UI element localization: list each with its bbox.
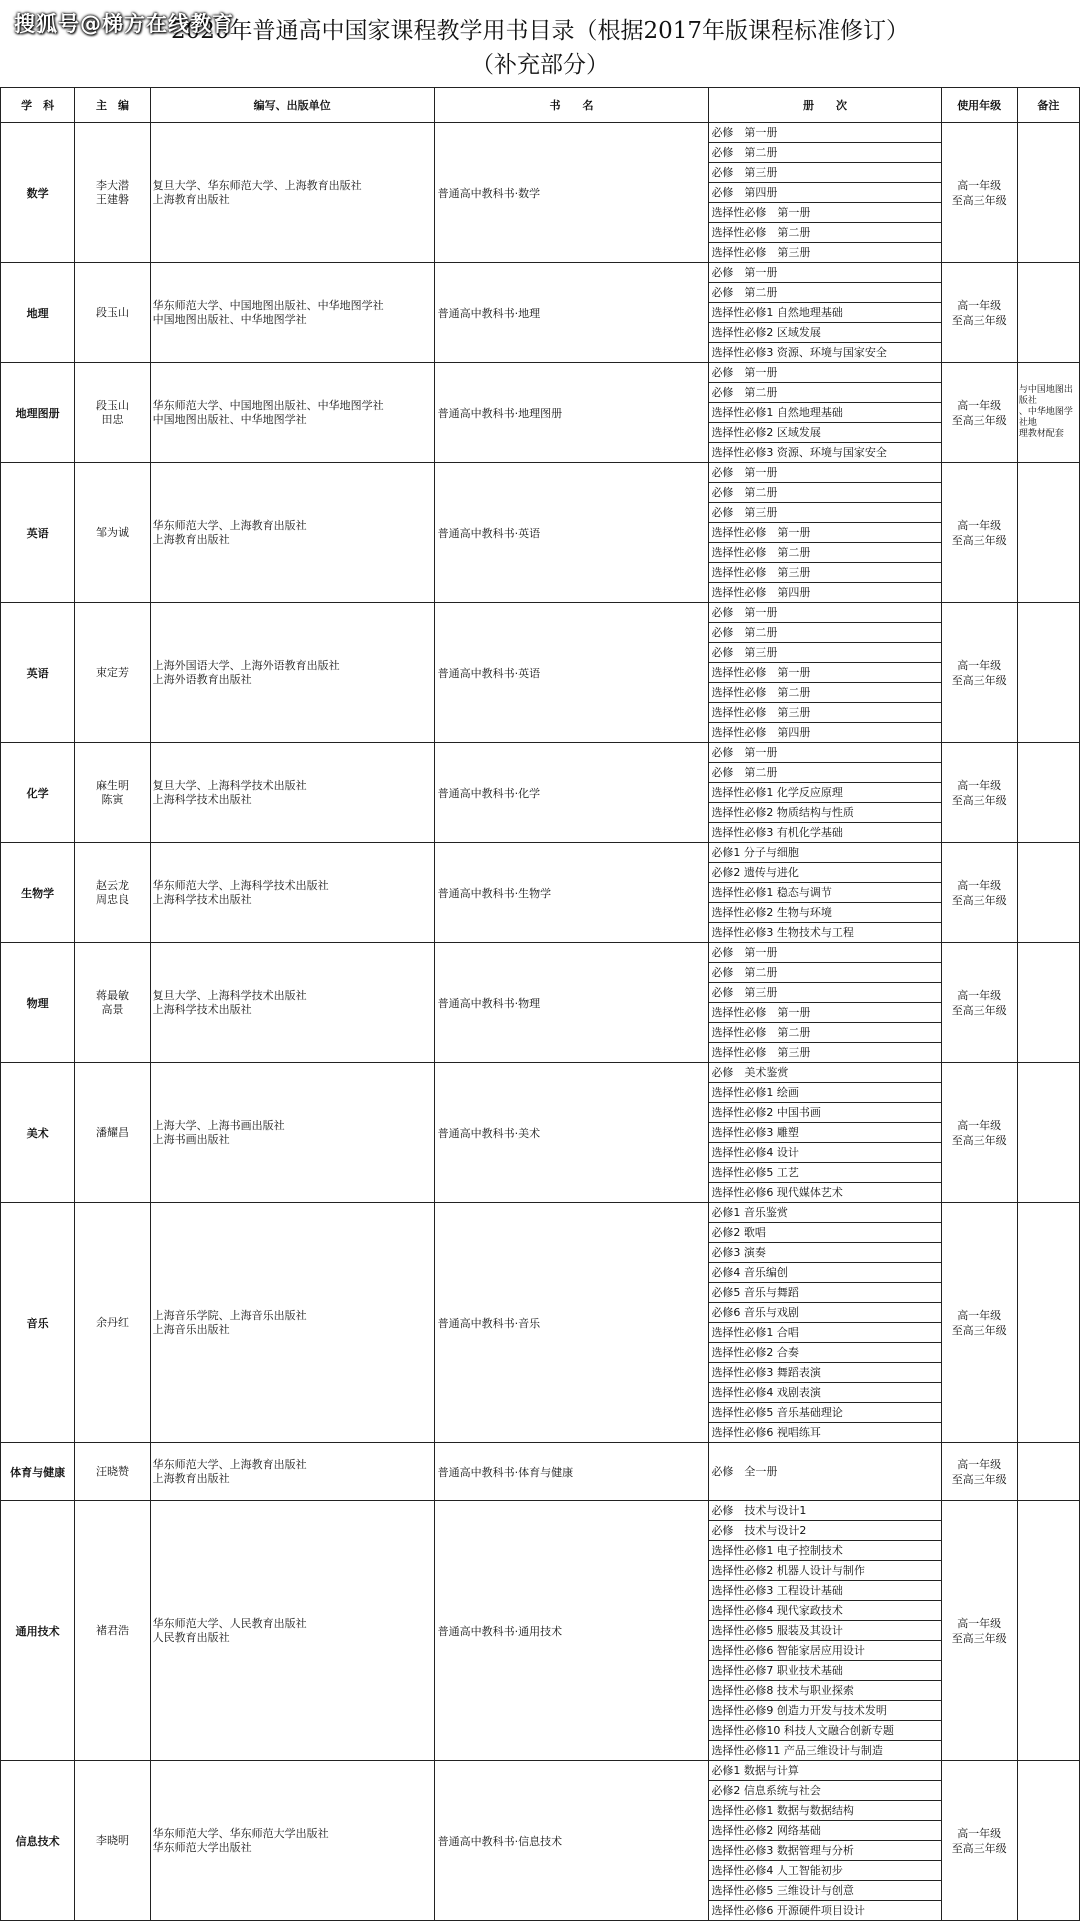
volume-cell: 选择性必修1 数据与数据结构 xyxy=(709,1801,941,1821)
note-cell xyxy=(1017,1443,1079,1501)
publisher-cell xyxy=(150,743,434,843)
volume-cell: 必修 美术鉴赏 xyxy=(709,1063,941,1083)
table-row xyxy=(1,1761,1080,1781)
publisher-cell xyxy=(150,363,434,463)
book-title-cell: 普通高中教科书·生物学 xyxy=(434,843,709,943)
volume-cell: 选择性必修2 区域发展 xyxy=(709,423,941,443)
subject-cell: 通用技术 xyxy=(1,1501,75,1761)
volume-cell: 必修3 演奏 xyxy=(709,1243,941,1263)
volume-cell: 选择性必修4 戏剧表演 xyxy=(709,1383,941,1403)
editor-cell xyxy=(75,743,150,843)
grade-line: 至高三年级 xyxy=(951,1323,1007,1337)
volume-cell: 选择性必修7 职业技术基础 xyxy=(709,1661,941,1681)
publisher-cell xyxy=(150,1761,434,1921)
volume-cell: 选择性必修3 数据管理与分析 xyxy=(709,1841,941,1861)
book-title-cell: 普通高中教科书·英语 xyxy=(434,463,709,603)
grade-line: 高一年级 xyxy=(957,1308,1002,1322)
volume-cell: 必修 第一册 xyxy=(709,743,941,763)
publisher-cell xyxy=(150,843,434,943)
volume-cell: 选择性必修 第四册 xyxy=(709,723,941,743)
note-cell xyxy=(1017,1761,1079,1921)
volume-cell: 选择性必修1 绘画 xyxy=(709,1083,941,1103)
watermark: 搜狐号@梯方在线教育 xyxy=(14,12,234,36)
publisher-line: 上海外国语大学、上海外语教育出版社 xyxy=(152,658,340,672)
volume-cell: 必修 第一册 xyxy=(709,463,941,483)
volume-cell: 选择性必修4 人工智能初步 xyxy=(709,1861,941,1881)
note-cell xyxy=(1017,843,1079,943)
volume-cell: 选择性必修 第二册 xyxy=(709,1023,941,1043)
publisher-line: 复旦大学、上海科学技术出版社 xyxy=(152,778,307,792)
subject-cell: 物理 xyxy=(1,943,75,1063)
book-title-cell: 普通高中教科书·地理 xyxy=(434,263,709,363)
volume-cell: 选择性必修3 资源、环境与国家安全 xyxy=(709,443,941,463)
volume-cell: 必修 第三册 xyxy=(709,643,941,663)
grade-line: 高一年级 xyxy=(957,398,1002,412)
volume-cell: 必修 第二册 xyxy=(709,483,941,503)
table-row xyxy=(1,603,1080,623)
note-cell xyxy=(1017,743,1079,843)
header-note: 备注 xyxy=(1017,88,1079,123)
editor-name: 李晓明 xyxy=(95,1833,129,1847)
note-cell xyxy=(1017,1501,1079,1761)
volume-cell: 选择性必修5 工艺 xyxy=(709,1163,941,1183)
grade-line: 至高三年级 xyxy=(951,673,1007,687)
volume-cell: 必修 第二册 xyxy=(709,963,941,983)
volume-cell: 选择性必修3 舞蹈表演 xyxy=(709,1363,941,1383)
grade-cell xyxy=(941,1761,1017,1921)
editor-name: 高景 xyxy=(101,1002,124,1016)
volume-cell: 必修 第二册 xyxy=(709,283,941,303)
volume-cell: 必修5 音乐与舞蹈 xyxy=(709,1283,941,1303)
volume-cell: 必修 第四册 xyxy=(709,183,941,203)
book-title-cell: 普通高中教科书·数学 xyxy=(434,123,709,263)
table-row xyxy=(1,1443,1080,1501)
grade-line: 至高三年级 xyxy=(951,413,1007,427)
editor-name: 周忠良 xyxy=(95,892,129,906)
grade-line: 至高三年级 xyxy=(951,1841,1007,1855)
volume-cell: 选择性必修 第三册 xyxy=(709,703,941,723)
editor-cell xyxy=(75,123,150,263)
publisher-cell xyxy=(150,463,434,603)
volume-cell: 必修 第二册 xyxy=(709,143,941,163)
editor-cell xyxy=(75,603,150,743)
editor-name: 潘耀昌 xyxy=(95,1125,129,1139)
volume-cell: 选择性必修3 雕塑 xyxy=(709,1123,941,1143)
subject-cell: 体育与健康 xyxy=(1,1443,75,1501)
volume-cell: 选择性必修2 物质结构与性质 xyxy=(709,803,941,823)
grade-cell xyxy=(941,1443,1017,1501)
editor-name: 束定芳 xyxy=(95,665,129,679)
grade-line: 至高三年级 xyxy=(951,1003,1007,1017)
volume-cell: 选择性必修1 稳态与调节 xyxy=(709,883,941,903)
volume-cell: 选择性必修2 区域发展 xyxy=(709,323,941,343)
editor-cell xyxy=(75,1501,150,1761)
volume-cell: 选择性必修1 化学反应原理 xyxy=(709,783,941,803)
editor-cell xyxy=(75,363,150,463)
publisher-line: 华东师范大学、上海教育出版社 xyxy=(152,518,307,532)
volume-cell: 选择性必修 第一册 xyxy=(709,523,941,543)
publisher-cell xyxy=(150,1501,434,1761)
volume-cell: 必修 第一册 xyxy=(709,263,941,283)
grade-line: 至高三年级 xyxy=(951,1133,1007,1147)
grade-line: 至高三年级 xyxy=(951,1631,1007,1645)
publisher-cell xyxy=(150,263,434,363)
volume-cell: 选择性必修 第一册 xyxy=(709,203,941,223)
subject-cell: 地理 xyxy=(1,263,75,363)
publisher-line: 中国地图出版社、中华地图学社 xyxy=(152,312,307,326)
publisher-line: 上海教育出版社 xyxy=(152,192,230,206)
volume-cell: 必修 第一册 xyxy=(709,363,941,383)
table-row xyxy=(1,743,1080,763)
publisher-line: 上海科学技术出版社 xyxy=(152,1002,252,1016)
volume-cell: 选择性必修1 电子控制技术 xyxy=(709,1541,941,1561)
volume-cell: 必修 第一册 xyxy=(709,603,941,623)
volume-cell: 选择性必修2 网络基础 xyxy=(709,1821,941,1841)
note-cell xyxy=(1017,1063,1079,1203)
note-cell xyxy=(1017,463,1079,603)
volume-cell: 必修 全一册 xyxy=(709,1443,941,1501)
volume-cell: 必修1 分子与细胞 xyxy=(709,843,941,863)
textbook-table xyxy=(0,87,1080,1921)
volume-cell: 必修 技术与设计2 xyxy=(709,1521,941,1541)
book-title-cell: 普通高中教科书·物理 xyxy=(434,943,709,1063)
volume-cell: 必修1 音乐鉴赏 xyxy=(709,1203,941,1223)
volume-cell: 必修2 信息系统与社会 xyxy=(709,1781,941,1801)
editor-name: 李大潜 xyxy=(95,178,129,192)
editor-name: 段玉山 xyxy=(95,398,129,412)
grade-line: 至高三年级 xyxy=(951,193,1007,207)
grade-line: 高一年级 xyxy=(957,178,1002,192)
book-title-cell: 普通高中教科书·通用技术 xyxy=(434,1501,709,1761)
grade-cell xyxy=(941,1501,1017,1761)
subject-cell: 生物学 xyxy=(1,843,75,943)
volume-cell: 必修 第三册 xyxy=(709,503,941,523)
subject-cell: 音乐 xyxy=(1,1203,75,1443)
volume-cell: 选择性必修11 产品三维设计与制造 xyxy=(709,1741,941,1761)
book-title-cell: 普通高中教科书·化学 xyxy=(434,743,709,843)
volume-cell: 必修 第三册 xyxy=(709,983,941,1003)
grade-line: 高一年级 xyxy=(957,878,1002,892)
grade-line: 至高三年级 xyxy=(951,793,1007,807)
note-line: 理教材配套 xyxy=(1018,429,1064,439)
volume-cell: 选择性必修3 有机化学基础 xyxy=(709,823,941,843)
editor-name: 赵云龙 xyxy=(95,878,129,892)
table-row xyxy=(1,1203,1080,1223)
volume-cell: 必修 第二册 xyxy=(709,623,941,643)
publisher-line: 上海科学技术出版社 xyxy=(152,792,252,806)
grade-line: 至高三年级 xyxy=(951,533,1007,547)
volume-cell: 选择性必修3 资源、环境与国家安全 xyxy=(709,343,941,363)
publisher-line: 华东师范大学、人民教育出版社 xyxy=(152,1616,307,1630)
publisher-line: 华东师范大学、上海科学技术出版社 xyxy=(152,878,329,892)
book-title-cell: 普通高中教科书·信息技术 xyxy=(434,1761,709,1921)
volume-cell: 选择性必修5 音乐基础理论 xyxy=(709,1403,941,1423)
header-publisher: 编写、出版单位 xyxy=(150,88,434,123)
note-line: 与中国地图出版社 xyxy=(1018,385,1073,406)
table-row xyxy=(1,843,1080,863)
volume-cell: 选择性必修10 科技人文融合创新专题 xyxy=(709,1721,941,1741)
grade-line: 高一年级 xyxy=(957,518,1002,532)
subject-cell: 信息技术 xyxy=(1,1761,75,1921)
table-row xyxy=(1,363,1080,383)
volume-cell: 选择性必修5 服装及其设计 xyxy=(709,1621,941,1641)
editor-cell xyxy=(75,943,150,1063)
volume-cell: 选择性必修8 技术与职业探索 xyxy=(709,1681,941,1701)
table-row xyxy=(1,463,1080,483)
volume-cell: 选择性必修 第一册 xyxy=(709,1003,941,1023)
note-cell xyxy=(1017,943,1079,1063)
grade-line: 高一年级 xyxy=(957,658,1002,672)
publisher-line: 华东师范大学、中国地图出版社、中华地图学社 xyxy=(152,298,384,312)
volume-cell: 选择性必修 第三册 xyxy=(709,1043,941,1063)
editor-cell xyxy=(75,1761,150,1921)
grade-cell xyxy=(941,1063,1017,1203)
publisher-line: 复旦大学、华东师范大学、上海教育出版社 xyxy=(152,178,362,192)
volume-cell: 选择性必修6 现代媒体艺术 xyxy=(709,1183,941,1203)
publisher-line: 华东师范大学、中国地图出版社、中华地图学社 xyxy=(152,398,384,412)
book-title-cell: 普通高中教科书·体育与健康 xyxy=(434,1443,709,1501)
grade-cell xyxy=(941,463,1017,603)
volume-cell: 必修 技术与设计1 xyxy=(709,1501,941,1521)
subject-cell: 英语 xyxy=(1,603,75,743)
volume-cell: 选择性必修1 合唱 xyxy=(709,1323,941,1343)
grade-cell xyxy=(941,843,1017,943)
header-volume: 册 次 xyxy=(709,88,941,123)
volume-cell: 选择性必修 第二册 xyxy=(709,223,941,243)
grade-cell xyxy=(941,743,1017,843)
editor-name: 褚君浩 xyxy=(95,1623,129,1637)
publisher-line: 复旦大学、上海科学技术出版社 xyxy=(152,988,307,1002)
volume-cell: 选择性必修 第三册 xyxy=(709,563,941,583)
table-row xyxy=(1,1063,1080,1083)
grade-cell xyxy=(941,123,1017,263)
volume-cell: 选择性必修 第三册 xyxy=(709,243,941,263)
grade-cell xyxy=(941,943,1017,1063)
publisher-line: 华东师范大学、华东师范大学出版社 xyxy=(152,1826,329,1840)
grade-line: 高一年级 xyxy=(957,1457,1002,1471)
publisher-line: 华东师范大学、上海教育出版社 xyxy=(152,1457,307,1471)
editor-name: 麻生明 xyxy=(95,778,129,792)
editor-name: 王建磐 xyxy=(95,192,129,206)
publisher-line: 人民教育出版社 xyxy=(152,1630,230,1644)
volume-cell: 必修1 数据与计算 xyxy=(709,1761,941,1781)
publisher-line: 上海音乐出版社 xyxy=(152,1322,230,1336)
subject-cell: 地理图册 xyxy=(1,363,75,463)
volume-cell: 必修 第三册 xyxy=(709,163,941,183)
editor-name: 余丹红 xyxy=(95,1315,129,1329)
publisher-line: 上海科学技术出版社 xyxy=(152,892,252,906)
volume-cell: 必修 第二册 xyxy=(709,383,941,403)
volume-cell: 必修2 歌唱 xyxy=(709,1223,941,1243)
editor-name: 段玉山 xyxy=(95,305,129,319)
editor-name: 陈寅 xyxy=(101,792,124,806)
volume-cell: 选择性必修5 三维设计与创意 xyxy=(709,1881,941,1901)
book-title-cell: 普通高中教科书·美术 xyxy=(434,1063,709,1203)
editor-cell xyxy=(75,1443,150,1501)
editor-name: 汪晓赞 xyxy=(95,1464,129,1478)
volume-cell: 选择性必修3 工程设计基础 xyxy=(709,1581,941,1601)
note-cell xyxy=(1017,363,1079,463)
header-editor: 主 编 xyxy=(75,88,150,123)
editor-cell xyxy=(75,263,150,363)
note-line: 、中华地图学社地 xyxy=(1018,407,1073,428)
volume-cell: 选择性必修2 合奏 xyxy=(709,1343,941,1363)
volume-cell: 选择性必修6 视唱练耳 xyxy=(709,1423,941,1443)
grade-line: 高一年级 xyxy=(957,778,1002,792)
volume-cell: 选择性必修2 机器人设计与制作 xyxy=(709,1561,941,1581)
volume-cell: 选择性必修3 生物技术与工程 xyxy=(709,923,941,943)
volume-cell: 选择性必修1 自然地理基础 xyxy=(709,303,941,323)
book-title-cell: 普通高中教科书·地理图册 xyxy=(434,363,709,463)
table-row xyxy=(1,943,1080,963)
grade-line: 高一年级 xyxy=(957,988,1002,1002)
volume-cell: 必修6 音乐与戏剧 xyxy=(709,1303,941,1323)
note-cell xyxy=(1017,123,1079,263)
volume-cell: 选择性必修6 开源硬件项目设计 xyxy=(709,1901,941,1921)
grade-cell xyxy=(941,603,1017,743)
editor-name: 邹为诚 xyxy=(95,525,129,539)
grade-line: 高一年级 xyxy=(957,1826,1002,1840)
publisher-line: 华东师范大学出版社 xyxy=(152,1840,252,1854)
volume-cell: 必修4 音乐编创 xyxy=(709,1263,941,1283)
grade-line: 至高三年级 xyxy=(951,1472,1007,1486)
publisher-cell xyxy=(150,1443,434,1501)
book-title-cell: 普通高中教科书·英语 xyxy=(434,603,709,743)
subject-cell: 数学 xyxy=(1,123,75,263)
note-cell xyxy=(1017,1203,1079,1443)
grade-line: 至高三年级 xyxy=(951,893,1007,907)
volume-cell: 必修2 遗传与进化 xyxy=(709,863,941,883)
book-title-cell: 普通高中教科书·音乐 xyxy=(434,1203,709,1443)
subject-cell: 英语 xyxy=(1,463,75,603)
grade-cell xyxy=(941,363,1017,463)
volume-cell: 选择性必修2 中国书画 xyxy=(709,1103,941,1123)
publisher-line: 上海外语教育出版社 xyxy=(152,672,252,686)
volume-cell: 必修 第二册 xyxy=(709,763,941,783)
publisher-line: 上海书画出版社 xyxy=(152,1132,230,1146)
grade-cell xyxy=(941,1203,1017,1443)
grade-cell xyxy=(941,263,1017,363)
volume-cell: 选择性必修 第二册 xyxy=(709,543,941,563)
volume-cell: 选择性必修 第二册 xyxy=(709,683,941,703)
note-cell xyxy=(1017,603,1079,743)
volume-cell: 选择性必修9 创造力开发与技术发明 xyxy=(709,1701,941,1721)
grade-line: 高一年级 xyxy=(957,298,1002,312)
subject-cell: 化学 xyxy=(1,743,75,843)
volume-cell: 必修 第一册 xyxy=(709,123,941,143)
header-book: 书 名 xyxy=(434,88,709,123)
volume-cell: 选择性必修4 现代家政技术 xyxy=(709,1601,941,1621)
publisher-cell xyxy=(150,123,434,263)
publisher-cell xyxy=(150,1063,434,1203)
volume-cell: 选择性必修 第四册 xyxy=(709,583,941,603)
publisher-cell xyxy=(150,943,434,1063)
publisher-line: 上海音乐学院、上海音乐出版社 xyxy=(152,1308,307,1322)
grade-line: 至高三年级 xyxy=(951,313,1007,327)
volume-cell: 选择性必修 第一册 xyxy=(709,663,941,683)
grade-line: 高一年级 xyxy=(957,1118,1002,1132)
publisher-line: 上海教育出版社 xyxy=(152,1471,230,1485)
publisher-line: 上海教育出版社 xyxy=(152,532,230,546)
volume-cell: 选择性必修4 设计 xyxy=(709,1143,941,1163)
volume-cell: 选择性必修1 自然地理基础 xyxy=(709,403,941,423)
publisher-line: 上海大学、上海书画出版社 xyxy=(152,1118,285,1132)
table-row xyxy=(1,1501,1080,1521)
table-row xyxy=(1,123,1080,143)
header-grade: 使用年级 xyxy=(941,88,1017,123)
publisher-line: 中国地图出版社、中华地图学社 xyxy=(152,412,307,426)
table-row xyxy=(1,263,1080,283)
editor-cell xyxy=(75,463,150,603)
editor-cell xyxy=(75,1203,150,1443)
volume-cell: 选择性必修6 智能家居应用设计 xyxy=(709,1641,941,1661)
editor-cell xyxy=(75,843,150,943)
volume-cell: 选择性必修2 生物与环境 xyxy=(709,903,941,923)
subject-cell: 美术 xyxy=(1,1063,75,1203)
publisher-cell xyxy=(150,1203,434,1443)
publisher-cell xyxy=(150,603,434,743)
note-cell xyxy=(1017,263,1079,363)
page-subtitle: （补充部分） xyxy=(471,52,609,78)
editor-name: 蒋最敏 xyxy=(95,988,129,1002)
header-row xyxy=(1,88,1080,123)
editor-cell xyxy=(75,1063,150,1203)
page-title: 2020年普通高中国家课程教学用书目录（根据2017年版课程标准修订） xyxy=(170,18,910,44)
header-subject: 学 科 xyxy=(1,88,75,123)
editor-name: 田忠 xyxy=(101,412,124,426)
grade-line: 高一年级 xyxy=(957,1616,1002,1630)
volume-cell: 必修 第一册 xyxy=(709,943,941,963)
